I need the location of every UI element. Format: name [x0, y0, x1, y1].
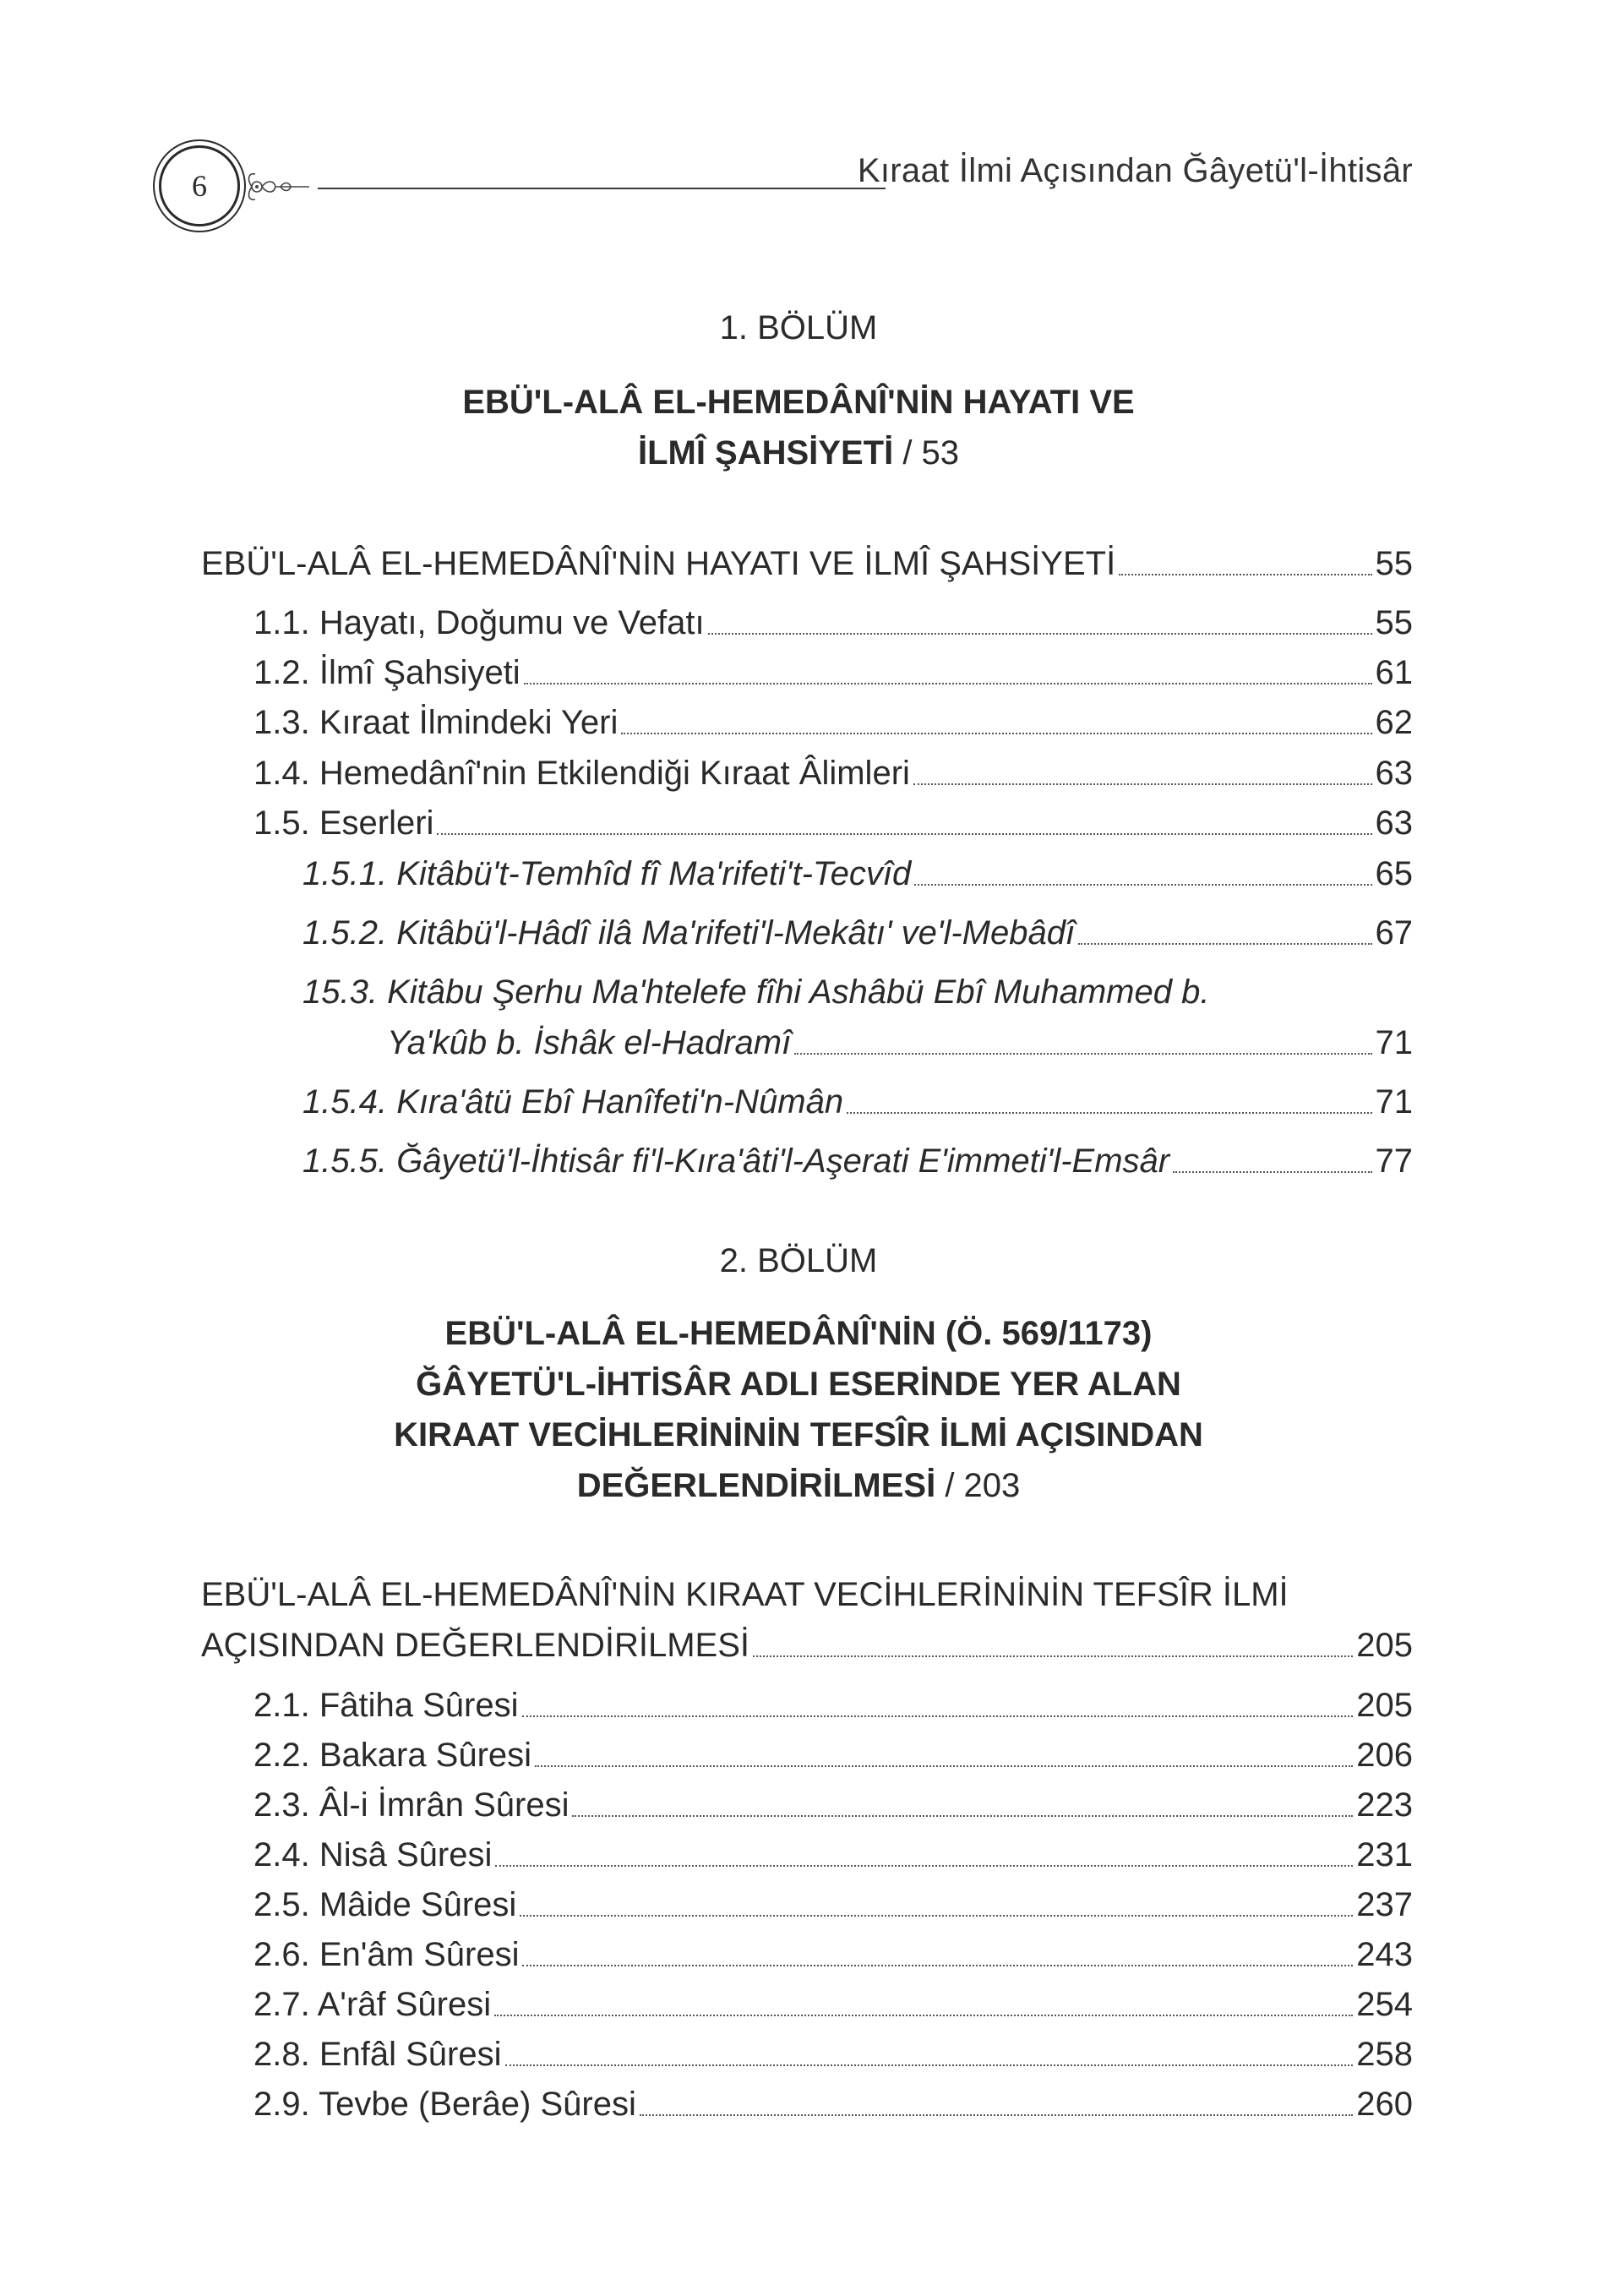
dot-leader — [708, 633, 1372, 635]
dot-leader — [794, 1053, 1371, 1055]
part2-title-line1: EBÜ'L-ALÂ EL-HEMEDÂNÎ'NİN (Ö. 569/1173) — [444, 1315, 1153, 1352]
toc-entry[interactable]: 2.3. Âl-i İmrân Sûresi 223 — [253, 1786, 1413, 1824]
part2-title-page: / 203 — [935, 1467, 1021, 1504]
toc-entry[interactable]: 2.5. Mâide Sûresi 237 — [253, 1886, 1413, 1923]
dot-leader — [1173, 1171, 1371, 1173]
toc-entry[interactable]: 2.9. Tevbe (Berâe) Sûresi 260 — [253, 2086, 1413, 2123]
part1-title-page: / 53 — [893, 434, 960, 472]
page-number: 6 — [159, 145, 240, 226]
dot-leader — [572, 1815, 1353, 1817]
dot-leader — [524, 683, 1372, 684]
dot-leader — [1119, 574, 1371, 575]
dot-leader — [437, 833, 1371, 835]
toc-entry[interactable]: 1.2. İlmî Şahsiyeti 61 — [253, 654, 1413, 691]
ornament-icon — [243, 167, 311, 206]
dot-leader — [535, 1765, 1353, 1767]
toc-entry[interactable]: 2.1. Fâtiha Sûresi 205 — [253, 1687, 1413, 1724]
toc-entry[interactable]: 1.5.4. Kıra'âtü Ebî Hanîfeti'n-Nûmân 71 — [303, 1083, 1413, 1121]
part2-title-line4: DEĞERLENDİRİLMESİ — [576, 1467, 936, 1504]
toc-entry[interactable]: 1.5.1. Kitâbü't-Temhîd fî Ma'rifeti't-Tecvîd 65 — [303, 855, 1413, 892]
toc-entry[interactable]: 1.3. Kıraat İlmindeki Yeri 62 — [253, 704, 1413, 741]
toc-entry[interactable]: 1.5. Eserleri 63 — [253, 804, 1413, 842]
toc-entry-first-line[interactable]: EBÜ'L-ALÂ EL-HEMEDÂNÎ'NİN KIRAAT VECİHLERİNİNİN TEFSÎR İLMİ — [201, 1576, 1289, 1613]
dot-leader — [505, 2064, 1354, 2066]
toc-entry[interactable]: 1.4. Hemedânî'nin Etkilendiği Kıraat Âlimleri 63 — [253, 755, 1413, 792]
part1-title — [0, 377, 1597, 478]
dot-leader — [1078, 943, 1371, 945]
dot-leader — [522, 1965, 1353, 1966]
dot-leader — [913, 783, 1372, 785]
dot-leader — [847, 1112, 1371, 1114]
dot-leader — [495, 1865, 1353, 1867]
toc-entry[interactable]: 2.8. Enfâl Sûresi 258 — [253, 2036, 1413, 2073]
toc-entry[interactable]: 1.5.2. Kitâbü'l-Hâdî ilâ Ma'rifeti'l-Mekâtı' ve'l-Mebâdî 67 — [303, 914, 1413, 952]
part2-label: 2. BÖLÜM — [719, 1242, 878, 1279]
toc-entry[interactable]: 2.2. Bakara Sûresi 206 — [253, 1737, 1413, 1774]
toc-entry[interactable]: 1.5.5. Ğâyetü'l-İhtisâr fi'l-Kıra'âti'l-Aşerati E'immeti'l-Emsâr 77 — [303, 1143, 1413, 1180]
toc-entry[interactable]: EBÜ'L-ALÂ EL-HEMEDÂNÎ'NİN HAYATI VE İLMÎ ŞAHSİYETİ 55 — [201, 545, 1413, 582]
dot-leader — [494, 2015, 1353, 2016]
dot-leader — [640, 2114, 1353, 2116]
part2-title-line2: ĞÂYETÜ'L-İHTİSÂR ADLI ESERİNDE YER ALAN — [416, 1366, 1181, 1403]
running-header — [0, 0, 1597, 270]
dot-leader — [522, 1715, 1354, 1717]
toc-entry-first-line[interactable]: 15.3. Kitâbu Şerhu Ma'htelefe fîhi Ashâbü Ebî Muhammed b. — [303, 973, 1210, 1011]
toc-entry[interactable]: 2.7. A'râf Sûresi 254 — [253, 1986, 1413, 2023]
toc-entry[interactable]: AÇISINDAN DEĞERLENDİRİLMESİ 205 — [201, 1627, 1413, 1664]
dot-leader — [621, 733, 1371, 734]
toc-entry[interactable]: 2.4. Nisâ Sûresi 231 — [253, 1836, 1413, 1873]
running-title: Kıraat İlmi Açısından Ğâyetü'l-İhtisâr — [857, 152, 1413, 189]
toc-entry[interactable]: Ya'kûb b. İshâk el-Hadramî 71 — [387, 1024, 1413, 1061]
toc-entry[interactable]: 2.6. En'âm Sûresi 243 — [253, 1936, 1413, 1973]
header-rule — [318, 188, 886, 189]
dot-leader — [914, 884, 1371, 886]
part1-title-line2: İLMÎ ŞAHSİYETİ — [637, 434, 894, 472]
part2-title — [0, 1308, 1597, 1511]
part1-title-line1: EBÜ'L-ALÂ EL-HEMEDÂNÎ'NİN HAYATI VE — [462, 384, 1135, 421]
dot-leader — [753, 1655, 1353, 1657]
toc-entry[interactable]: 1.1. Hayatı, Doğumu ve Vefatı 55 — [253, 604, 1413, 641]
dot-leader — [520, 1915, 1353, 1917]
part1-label: 1. BÖLÜM — [719, 309, 878, 346]
part2-title-line3: KIRAAT VECİHLERİNİNİN TEFSÎR İLMİ AÇISINDAN — [394, 1416, 1203, 1453]
